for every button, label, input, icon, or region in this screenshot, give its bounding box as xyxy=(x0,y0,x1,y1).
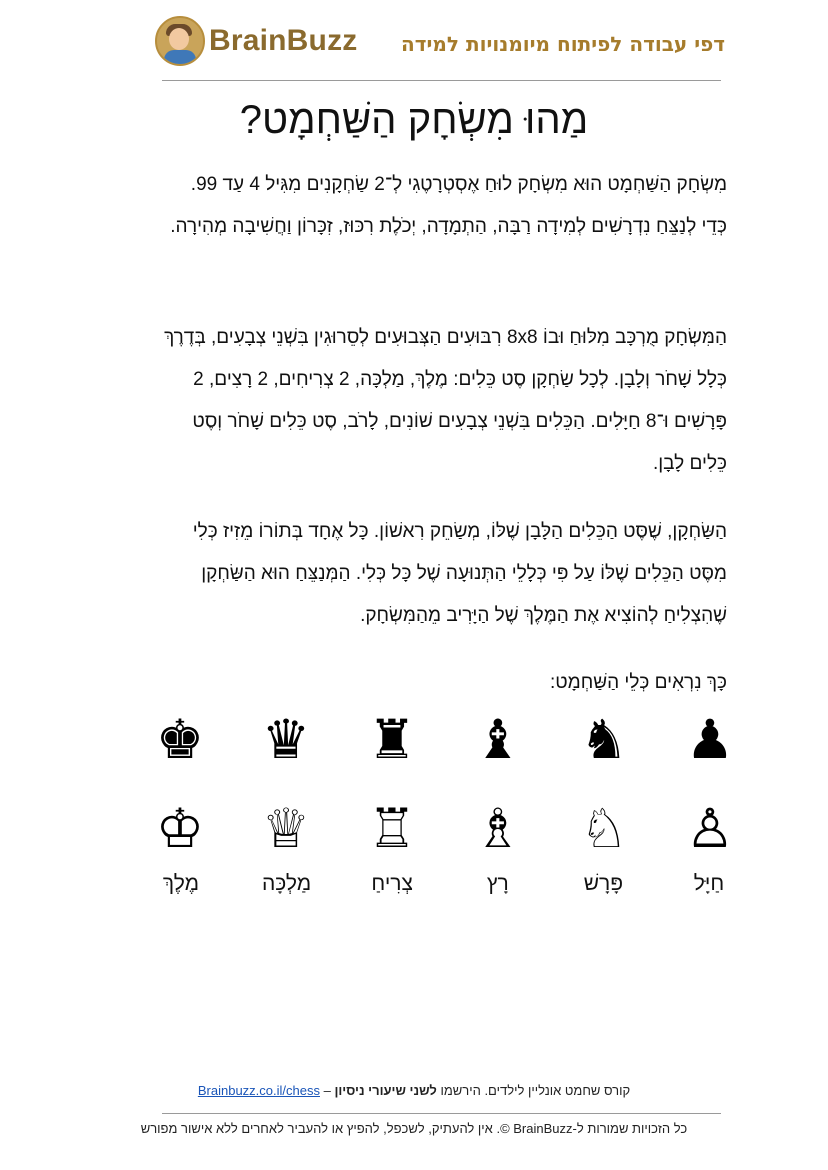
intro-paragraph: מִשְׂחָק הַשַּׁחְמָט הוּא מִשְׂחָק לוּחַ אֶסְטְרָטֶגִי לְ־2 שַׂחְקָנִים מִגִּיל 4 עַד 99. כְּדֵי לְנַצֵּחַ נִדְרָשִׁים לְמִידָה רַבָּה, הַתְמָדָה, יְכֹלֶת רִכּוּז, זִכָּרוֹן וַחֲשִׁיבָה מְהִירָה. xyxy=(170,174,727,237)
black-knight-icon: ♞ xyxy=(579,708,629,771)
piece-name-king: מֶלֶךְ xyxy=(162,872,200,895)
piece-name-knight: פָּרָשׁ xyxy=(583,872,624,895)
logo-text: BrainBuzz xyxy=(209,24,358,57)
piece-name-bishop: רָץ xyxy=(486,872,509,895)
course-promo xyxy=(0,1083,828,1098)
white-king-icon: ♔ xyxy=(155,797,205,860)
course-promo-highlight: לשני שיעורי ניסיון xyxy=(334,1083,437,1098)
black-rook-icon: ♜ xyxy=(367,708,417,771)
white-queen-icon: ♕ xyxy=(261,797,311,860)
piece-name-rook: צְרִיחַ xyxy=(371,872,413,895)
page-title: מַהוּ מִשְׂחָק הַשַּׁחְמָט? xyxy=(239,98,589,142)
piece-names-row xyxy=(145,872,745,896)
piece-name-pawn: חַיָּל xyxy=(693,872,725,895)
white-bishop-icon: ♗ xyxy=(473,797,523,860)
footer-divider xyxy=(162,1113,721,1114)
black-king-icon: ♚ xyxy=(155,708,205,771)
board-paragraph: הַמִּשְׂחָק מֻרְכָּב מִלּוּחַ וּבוֹ 8x8 רִבּוּעִים הַצְּבוּעִים לְסֵרוּגִין בִּשְׁנֵי צְבָעִים, בְּדֶרֶךְ כְּלָל שָׁחֹר וְלָבָן. לְכָל שַׂחְקָן סֶט כֵּלִים: מֶלֶךְ, מַלְכָּה, 2 צְרִיחִים, 2 רָצִים, 2 פָּרָשִׁים וּ־8 חַיָּלִים. הַכֵּלִים בִּשְׁנֵי צְבָעִים שׁוֹנִים, לָרֹב, סֶט כֵּלִים שָׁחֹר וְסֶט כֵּלִים לָבָן. xyxy=(164,327,727,474)
white-knight-icon: ♘ xyxy=(579,797,629,860)
header-title: דפי עבודה לפיתוח מיומנויות למידה xyxy=(401,32,725,56)
mascot-icon xyxy=(155,16,205,66)
white-pawn-icon: ♙ xyxy=(685,797,735,860)
course-promo-text: קורס שחמט אונליין לילדים. הירשמו xyxy=(436,1083,631,1098)
pieces-caption: כָּךְ נִרְאִים כְּלֵי הַשַּׁחְמָט: xyxy=(549,672,727,693)
brainbuzz-logo[interactable] xyxy=(155,16,357,66)
course-promo-dash: – xyxy=(319,1083,335,1098)
black-pawn-icon: ♟ xyxy=(685,708,735,771)
black-bishop-icon: ♝ xyxy=(473,708,523,771)
black-queen-icon: ♛ xyxy=(261,708,311,771)
black-pieces-row xyxy=(150,708,740,772)
rules-paragraph: הַשַּׂחְקָן, שֶׁסֶּט הַכֵּלִים הַלָּבָן שֶׁלּוֹ, מְשַׂחֵק רִאשׁוֹן. כָּל אֶחָד בְּתוֹרוֹ מֵזִיז כְּלִי מִסֶּט הַכֵּלִים שֶׁלּוֹ עַל פִּי כְּלָלֵי הַתְּנוּעָה שֶׁל כָּל כְּלִי. הַמְּנַצֵּחַ הוּא הַשַּׂחְקָן שֶׁהִצְלִיחַ לְהוֹצִיא אֶת הַמֶּלֶךְ שֶׁל הַיָּרִיב מֵהַמִּשְׂחָק. xyxy=(192,521,727,626)
copyright-notice: כל הזכויות שמורות ל-BrainBuzz ©. אין להעתיק, לשכפל, להפיץ או להעביר לאחרים ללא אישור מפורש xyxy=(140,1121,688,1136)
course-link[interactable]: Brainbuzz.co.il/chess xyxy=(197,1083,320,1098)
white-rook-icon: ♖ xyxy=(367,797,417,860)
header-divider xyxy=(162,80,721,81)
piece-name-queen: מַלְכָּה xyxy=(261,872,312,895)
white-pieces-row xyxy=(150,797,740,861)
